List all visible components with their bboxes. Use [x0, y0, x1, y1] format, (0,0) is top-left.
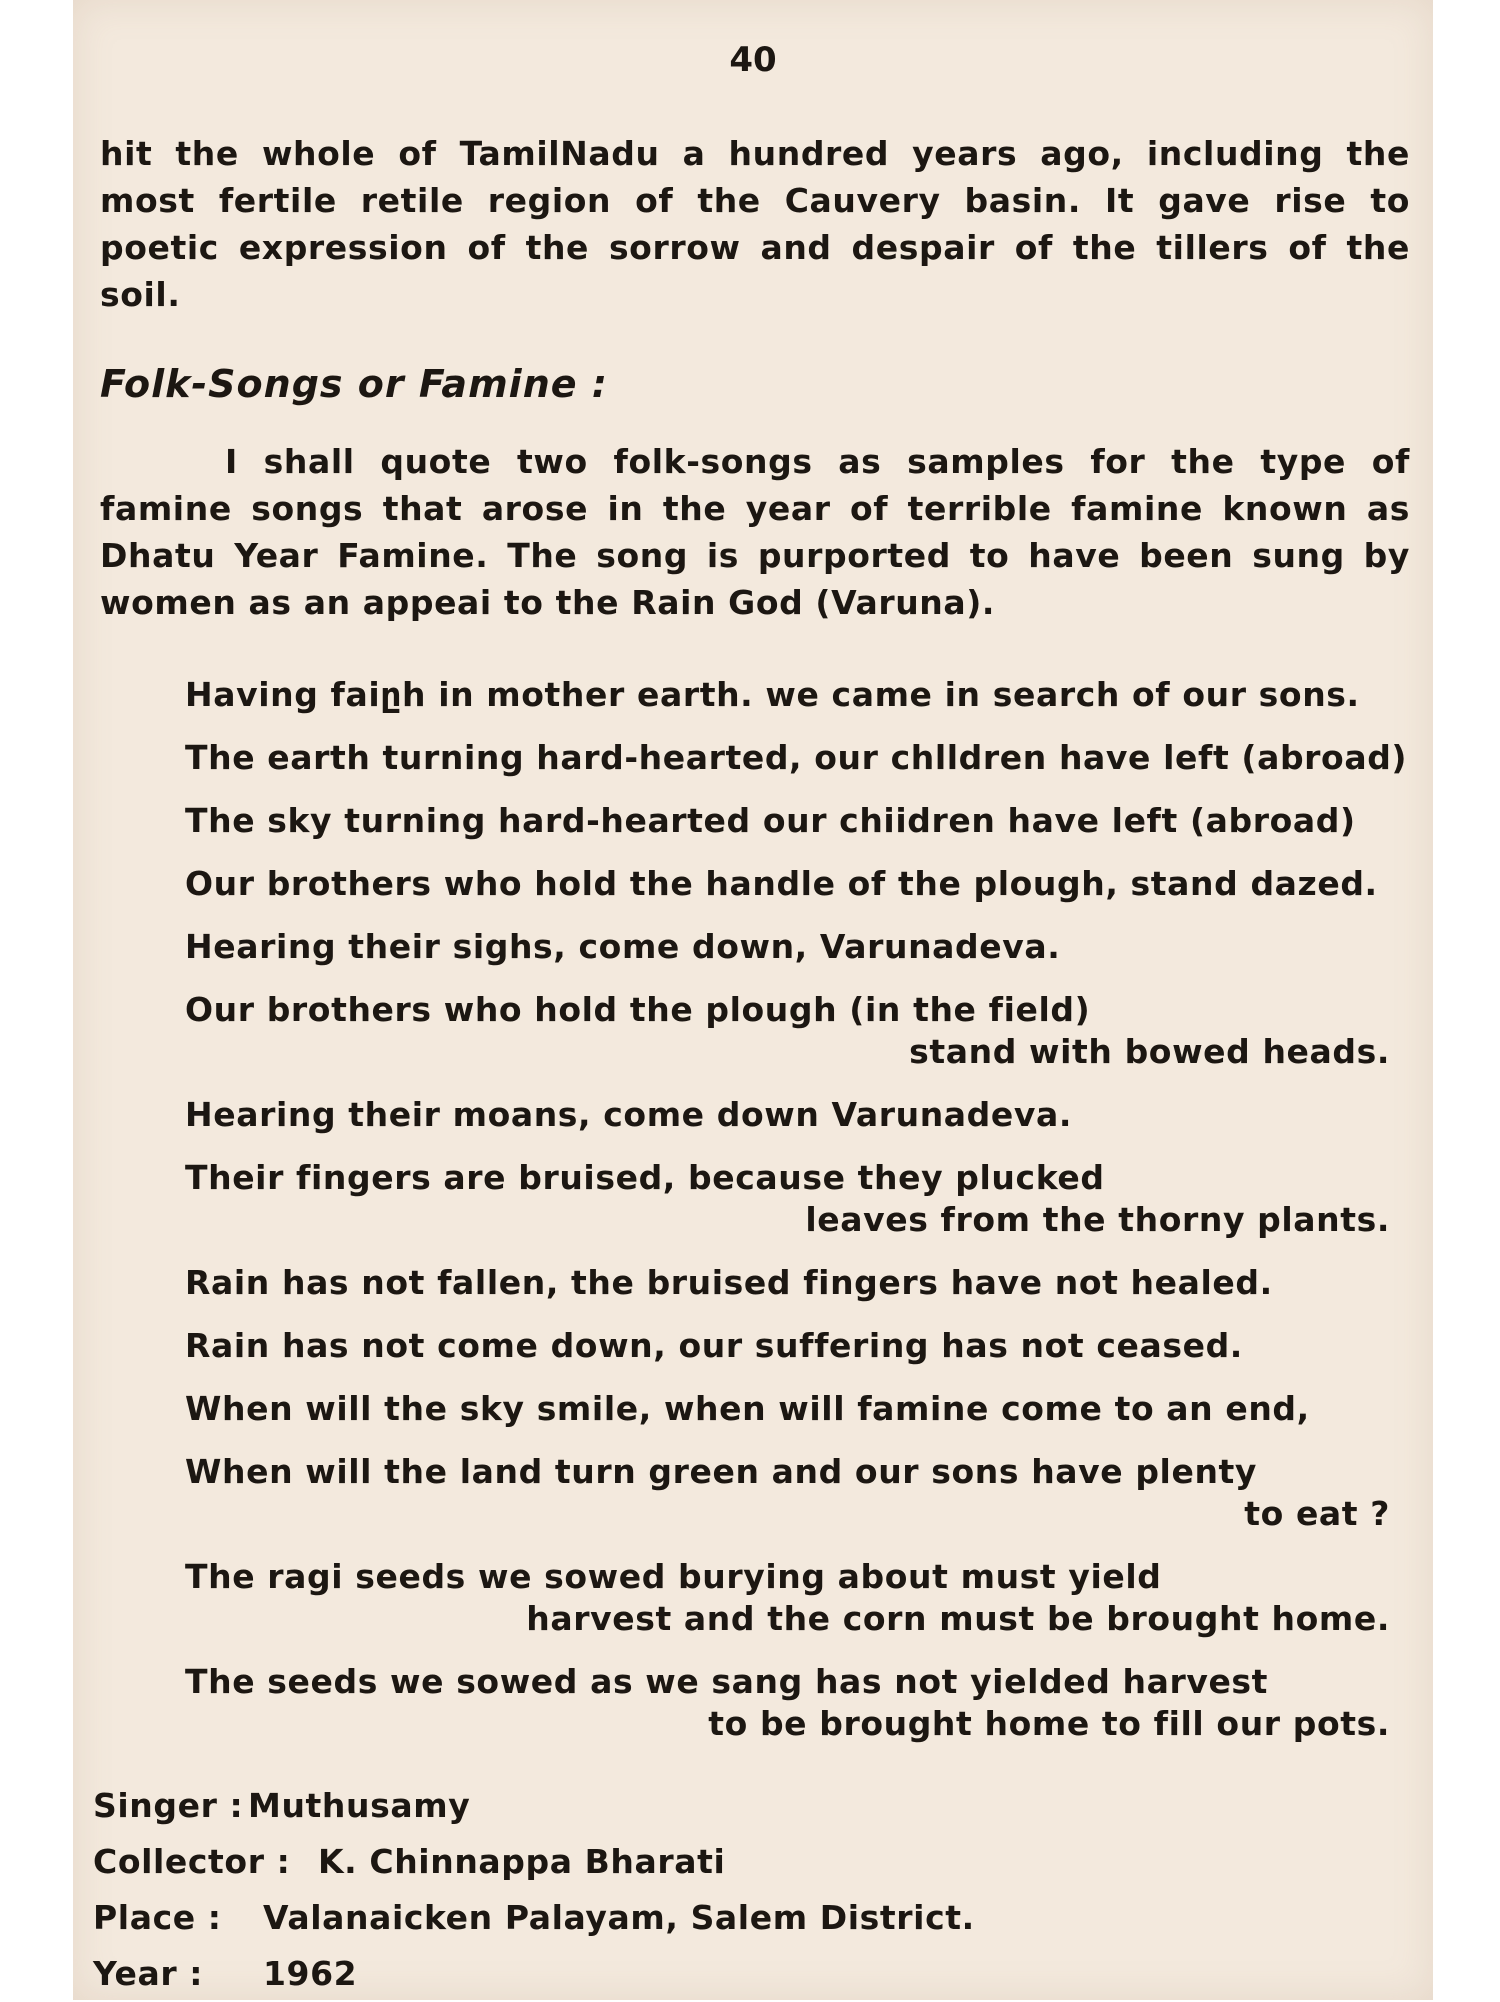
credit-place	[93, 1890, 975, 1946]
credit-value: K. Chinnappa Bharati	[318, 1842, 726, 1881]
paragraph-line: Dhatu Year Famine. The song is purported to have been sung by	[100, 536, 1410, 575]
paragraph-line: I shall quote two folk-songs as samples for the type of	[225, 442, 1410, 481]
song-line-continuation: leaves from the thorny plants.	[805, 1200, 1390, 1239]
song-line: The seeds we sowed as we sang has not yielded harvest	[185, 1662, 1269, 1701]
song-line: Hearing their sighs, come down, Varunadeva.	[185, 927, 1061, 966]
paragraph-line: women as an appeai to the Rain God (Varuna).	[100, 583, 996, 622]
credit-label: Collector :	[93, 1842, 291, 1881]
description-paragraph	[100, 438, 1410, 626]
song-line: Hearing their moans, come down Varunadeva.	[185, 1095, 1072, 1134]
intro-paragraph	[100, 130, 1410, 318]
book-page	[73, 0, 1433, 2000]
song-line: The sky turning hard-hearted our chiidren have left (abroad)	[185, 801, 1356, 840]
song-line-wrapped	[185, 989, 1410, 1073]
paragraph-line: most fertile retile region of the Cauvery basin. It gave rise to	[100, 181, 1410, 220]
paragraph-line: hit the whole of TamilNadu a hundred years ago, including the	[100, 134, 1410, 173]
credit-year	[93, 1946, 975, 2002]
credit-label: Year :	[93, 1954, 204, 1993]
song-line: When will the land turn green and our sons have plenty	[185, 1452, 1258, 1491]
song-line: When will the sky smile, when will famine come to an end,	[185, 1389, 1310, 1428]
song-line: Rain has not fallen, the bruised fingers have not healed.	[185, 1263, 1273, 1302]
song-line-wrapped	[185, 1451, 1410, 1535]
song-line: Rain has not come down, our suffering has not ceased.	[185, 1326, 1243, 1365]
credit-value: Muthusamy	[248, 1786, 471, 1825]
credit-label: Place :	[93, 1898, 222, 1937]
song-credits	[93, 1778, 975, 2002]
credit-collector	[93, 1834, 975, 1890]
song-line: Having faiըh in mother earth. we came in search of our sons.	[185, 675, 1360, 714]
credit-singer	[93, 1778, 975, 1834]
paragraph-line: famine songs that arose in the year of terrible famine known as	[100, 489, 1410, 528]
section-heading: Folk-Songs or Famine :	[100, 362, 608, 406]
song-line-continuation: harvest and the corn must be brought home.	[526, 1599, 1390, 1638]
song-line-wrapped	[185, 1661, 1410, 1745]
song-line: Our brothers who hold the plough (in the field)	[185, 990, 1091, 1029]
song-line-continuation: to be brought home to fill our pots.	[708, 1704, 1390, 1743]
song-line: Our brothers who hold the handle of the plough, stand dazed.	[185, 864, 1378, 903]
credit-value: Valanaicken Palayam, Salem District.	[263, 1898, 975, 1937]
paragraph-line: soil.	[100, 275, 181, 314]
credit-value: 1962	[263, 1954, 358, 1993]
song-line-wrapped	[185, 1157, 1410, 1241]
paragraph-line: poetic expression of the sorrow and despair of the tillers of the	[100, 228, 1410, 267]
page-number: 40	[729, 40, 777, 80]
credit-label: Singer :	[93, 1786, 244, 1825]
song-line: Their fingers are bruised, because they plucked	[185, 1158, 1105, 1197]
song-line-continuation: stand with bowed heads.	[909, 1032, 1390, 1071]
song-line: The earth turning hard-hearted, our chlldren have left (abroad)	[185, 738, 1408, 777]
song-line-wrapped	[185, 1556, 1410, 1640]
folk-song	[185, 674, 1410, 1766]
song-line-continuation: to eat ?	[1244, 1494, 1390, 1533]
song-line: The ragi seeds we sowed burying about must yield	[185, 1557, 1162, 1596]
